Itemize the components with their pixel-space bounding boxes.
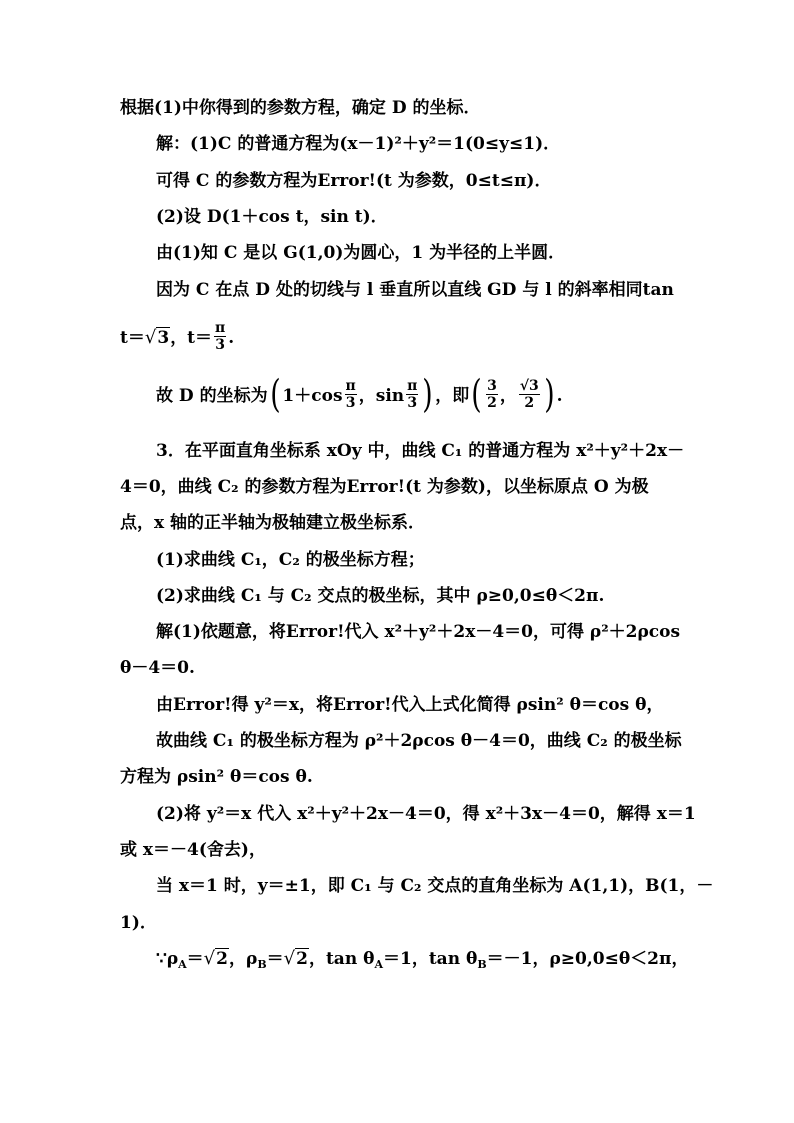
text-line-16: 由Error!得 y²＝x，将Error!代入上式化简得 ρsin² θ＝cos θ， <box>156 695 664 715</box>
text-line-1: 根据(1)中你得到的参数方程，确定 D 的坐标． <box>120 98 481 118</box>
text-line-3: 可得 C 的参数方程为Error!(t 为参数，0≤t≤π)． <box>156 171 552 191</box>
radical-sign: √ <box>203 948 216 969</box>
line8-comma: ， <box>499 386 517 406</box>
fraction-2 <box>406 378 418 411</box>
text-line-4: (2)设 D(1＋cos t，sin t)． <box>156 207 388 227</box>
text-line-23 <box>0 948 794 972</box>
text-line-2: 解：(1)C 的普通方程为(x－1)²＋y²＝1(0≤y≤1)． <box>156 134 561 154</box>
sqrt-2-a <box>204 948 229 970</box>
line8-sin: ，sin <box>358 386 405 406</box>
tan-theta-a: ，tan θ <box>308 949 375 969</box>
subscript-a: A <box>178 958 187 971</box>
text-line-7 <box>0 318 794 358</box>
radical-sign: √ <box>144 327 157 348</box>
frac-num: 3 <box>487 378 497 394</box>
text-line-14: 解(1)依题意，将Error!代入 x²＋y²＋2x－4＝0，可得 ρ²＋2ρcos <box>156 622 681 642</box>
right-paren: ) <box>422 371 434 416</box>
frac-den: 3 <box>345 395 356 411</box>
text-line-19: (2)将 y²＝x 代入 x²＋y²＋2x－4＝0，得 x²＋3x－4＝0，解得 x＝1 <box>156 804 696 824</box>
text-line-15: θ－4＝0. <box>120 658 195 678</box>
frac-den: 3 <box>407 395 418 411</box>
text-line-13: (2)求曲线 C₁ 与 C₂ 交点的极坐标，其中 ρ≥0,0≤θ＜2π. <box>156 586 605 606</box>
conditions: ＝－1，ρ≥0,0≤θ＜2π， <box>486 949 689 969</box>
line8-prefix: 故 D 的坐标为 <box>156 386 268 406</box>
line7-end: . <box>228 328 235 348</box>
subscript-a: A <box>374 958 383 971</box>
sqrt-arg: 2 <box>216 949 228 969</box>
right-paren-2: ) <box>543 371 555 416</box>
fraction-4 <box>519 378 540 411</box>
text-line-12: (1)求曲线 C₁，C₂ 的极坐标方程； <box>156 550 425 570</box>
text-line-22: 1)． <box>120 913 157 933</box>
subscript-b: B <box>477 958 487 971</box>
left-paren-2: ( <box>471 371 482 416</box>
fraction-3 <box>486 378 498 411</box>
frac-den: 2 <box>487 395 497 411</box>
frac-num: √3 <box>519 378 539 394</box>
sqrt-arg: 3 <box>157 328 170 348</box>
frac-num: π <box>345 378 356 394</box>
sqrt-3 <box>145 318 170 358</box>
left-paren: ( <box>269 371 281 416</box>
line7-prefix: t＝ <box>120 328 145 348</box>
text-line-5: 由(1)知 C 是以 G(1,0)为圆心，1 为半径的上半圆． <box>156 243 566 263</box>
line7-mid: ，t＝ <box>170 328 213 348</box>
tan-theta-b: ＝1，tan θ <box>383 949 478 969</box>
rho-b: ，ρ <box>229 949 258 969</box>
frac-den: 2 <box>519 394 540 411</box>
radical-sign: √ <box>283 948 296 969</box>
text-line-17: 故曲线 C₁ 的极坐标方程为 ρ²＋2ρcos θ－4＝0，曲线 C₂ 的极坐标 <box>156 731 682 751</box>
text-line-11: 点，x 轴的正半轴为极轴建立极坐标系． <box>120 513 426 533</box>
line8-cos: 1＋cos <box>282 386 343 406</box>
text-line-9: 3．在平面直角坐标系 xOy 中，曲线 C₁ 的普通方程为 x²＋y²＋2x－ <box>156 441 685 461</box>
text-line-21: 当 x＝1 时，y＝±1，即 C₁ 与 C₂ 交点的直角坐标为 A(1,1)，B(1，－ <box>156 876 714 896</box>
frac-den: 3 <box>215 337 226 353</box>
fraction-1 <box>345 378 357 411</box>
equals: ＝ <box>266 949 284 969</box>
fraction-pi-over-3 <box>214 320 226 353</box>
frac-num: π <box>407 378 418 394</box>
frac-num: π <box>215 320 226 336</box>
equals: ＝ <box>186 949 204 969</box>
rho-a: ∵ρ <box>156 949 179 969</box>
sqrt-arg: 2 <box>296 949 308 969</box>
text-line-18: 方程为 ρsin² θ＝cos θ. <box>120 767 313 787</box>
sqrt-2-b <box>284 948 309 970</box>
text-line-10: 4＝0，曲线 C₂ 的参数方程为Error!(t 为参数)，以坐标原点 O 为极 <box>120 477 649 497</box>
text-line-8 <box>0 371 794 419</box>
subscript-b: B <box>257 958 267 971</box>
text-line-6: 因为 C 在点 D 处的切线与 l 垂直所以直线 GD 与 l 的斜率相同tan <box>156 280 674 300</box>
text-line-20: 或 x＝－4(舍去)， <box>120 840 266 860</box>
line8-end: . <box>556 386 563 406</box>
line8-ie: ，即 <box>435 386 470 406</box>
